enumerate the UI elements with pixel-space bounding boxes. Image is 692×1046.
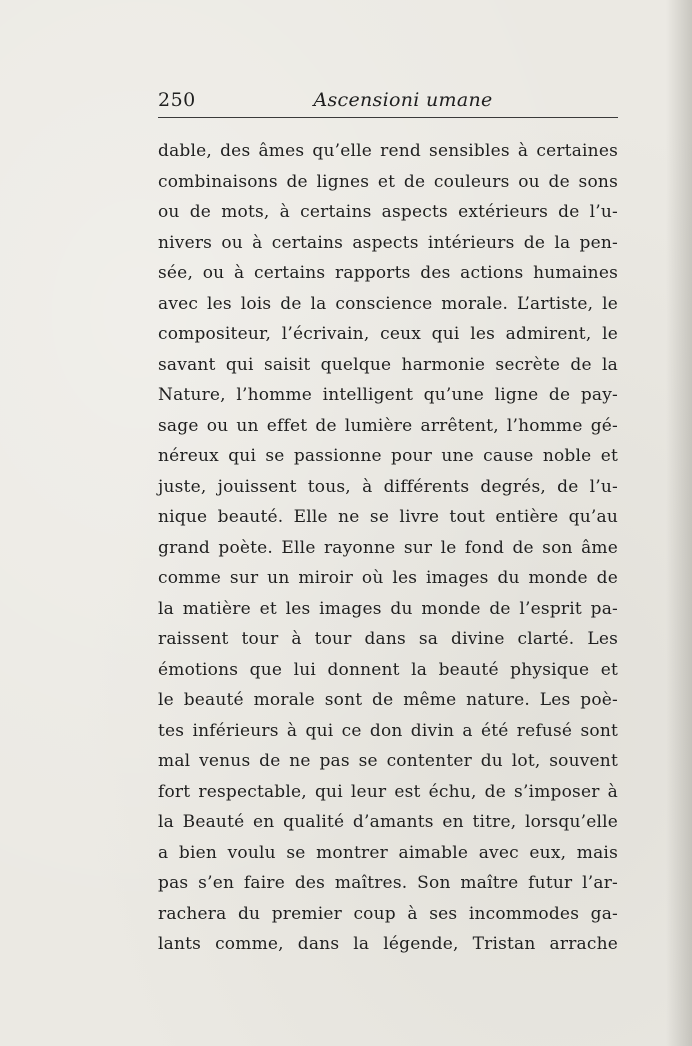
text-line: la matière et les images du monde de l’esprit pa-	[158, 598, 618, 619]
text-line: lants comme, dans la légende, Tristan arrache	[158, 934, 618, 954]
text-line: néreux qui se passionne pour une cause noble et	[158, 446, 618, 466]
text-line: grand poète. Elle rayonne sur le fond de son âme	[158, 537, 618, 558]
text-line: fort respectable, qui leur est échu, de s’imposer à	[158, 781, 618, 802]
text-line: la Beauté en qualité d’amants en titre, lorsqu’elle	[158, 812, 618, 832]
text-line: juste, jouissent tous, à différents degrés, de l’u-	[158, 476, 618, 497]
text-line: raissent tour à tour dans sa divine clarté. Les	[158, 629, 618, 649]
page-header	[158, 88, 616, 112]
text-line: sée, ou à certains rapports des actions humaines	[158, 263, 618, 283]
text-line: combinaisons de lignes et de couleurs ou de sons	[158, 171, 618, 192]
text-line: nivers ou à certains aspects intérieurs de la pen-	[158, 232, 618, 253]
text-line: ou de mots, à certains aspects extérieurs de l’u-	[158, 202, 618, 222]
text-line: le beauté morale sont de même nature. Les poè-	[158, 690, 618, 710]
header-rule	[158, 117, 618, 118]
text-line: mal venus de ne pas se contenter du lot, souvent	[158, 751, 618, 771]
page-number: 250	[158, 89, 196, 111]
text-line: compositeur, l’écrivain, ceux qui les admirent, le	[158, 324, 618, 344]
text-line: savant qui saisit quelque harmonie secrète de la	[158, 354, 618, 375]
text-line: avec les lois de la conscience morale. L’artiste, le	[158, 293, 618, 314]
running-title: Ascensioni umane	[313, 89, 493, 111]
text-line: dable, des âmes qu’elle rend sensibles à certaines	[158, 141, 618, 161]
body-text	[158, 136, 618, 960]
page-edge-shadow	[666, 0, 692, 1046]
text-line: a bien voulu se montrer aimable avec eux, mais	[158, 842, 618, 863]
text-line: tes inférieurs à qui ce don divin a été refusé sont	[158, 720, 618, 741]
text-line: nique beauté. Elle ne se livre tout entière qu’au	[158, 507, 618, 527]
text-line: Nature, l’homme intelligent qu’une ligne de pay-	[158, 385, 618, 405]
text-line: sage ou un effet de lumière arrêtent, l’homme gé-	[158, 415, 618, 436]
text-line: comme sur un miroir où les images du monde de	[158, 568, 618, 588]
text-line: pas s’en faire des maîtres. Son maître futur l’ar-	[158, 873, 618, 893]
text-line: rachera du premier coup à ses incommodes ga-	[158, 903, 618, 924]
text-line: émotions que lui donnent la beauté physique et	[158, 659, 618, 680]
